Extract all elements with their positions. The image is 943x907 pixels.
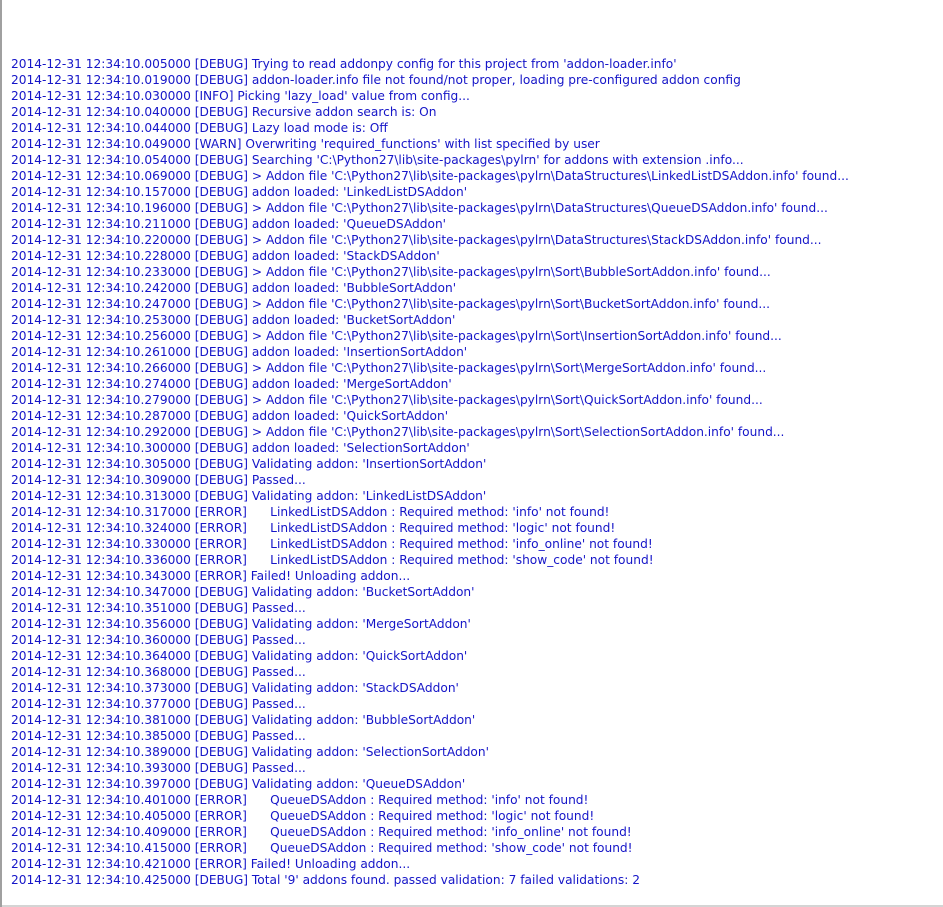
- log-line: 2014-12-31 12:34:10.389000 [DEBUG] Validating addon: 'SelectionSortAddon': [11, 745, 489, 759]
- log-line: 2014-12-31 12:34:10.343000 [ERROR] Failed! Unloading addon...: [11, 569, 411, 583]
- log-output: [11, 56, 943, 888]
- log-line: 2014-12-31 12:34:10.415000 [ERROR] QueueDSAddon : Required method: 'show_code' not found!: [11, 841, 633, 855]
- log-line: 2014-12-31 12:34:10.356000 [DEBUG] Validating addon: 'MergeSortAddon': [11, 617, 471, 631]
- import-error-line: [11, 0, 943, 8]
- command-line-instantiate: [11, 24, 943, 40]
- log-line: 2014-12-31 12:34:10.157000 [DEBUG] addon loaded: 'LinkedListDSAddon': [11, 185, 468, 199]
- log-line: 2014-12-31 12:34:10.049000 [WARN] Overwriting 'required_functions' with list specified by user: [11, 137, 600, 151]
- log-line: 2014-12-31 12:34:10.397000 [DEBUG] Validating addon: 'QueueDSAddon': [11, 777, 466, 791]
- log-line: 2014-12-31 12:34:10.330000 [ERROR] LinkedListDSAddon : Required method: 'info_online' not found!: [11, 537, 653, 551]
- log-line: 2014-12-31 12:34:10.425000 [DEBUG] Total '9' addons found. passed validation: 7 failed validations: 2: [11, 873, 640, 887]
- log-line: 2014-12-31 12:34:10.287000 [DEBUG] addon loaded: 'QuickSortAddon': [11, 409, 449, 423]
- log-line: 2014-12-31 12:34:10.305000 [DEBUG] Validating addon: 'InsertionSortAddon': [11, 457, 487, 471]
- log-line: 2014-12-31 12:34:10.069000 [DEBUG] > Addon file 'C:\Python27\lib\site-packages\pylrn\DataStructures\LinkedListDSAddon.info' found...: [11, 169, 849, 183]
- log-line: 2014-12-31 12:34:10.228000 [DEBUG] addon loaded: 'StackDSAddon': [11, 249, 440, 263]
- log-line: 2014-12-31 12:34:10.030000 [INFO] Picking 'lazy_load' value from config...: [11, 89, 470, 103]
- log-line: 2014-12-31 12:34:10.364000 [DEBUG] Validating addon: 'QuickSortAddon': [11, 649, 468, 663]
- log-line: 2014-12-31 12:34:10.324000 [ERROR] LinkedListDSAddon : Required method: 'logic' not found!: [11, 521, 616, 535]
- log-line: 2014-12-31 12:34:10.256000 [DEBUG] > Addon file 'C:\Python27\lib\site-packages\pylrn\Sort\InsertionSortAddon.info' found...: [11, 329, 782, 343]
- input-line[interactable]: [11, 888, 943, 904]
- log-line: 2014-12-31 12:34:10.292000 [DEBUG] > Addon file 'C:\Python27\lib\site-packages\pylrn\Sort\SelectionSortAddon.info' found...: [11, 425, 785, 439]
- log-line: 2014-12-31 12:34:10.368000 [DEBUG] Passed...: [11, 665, 306, 679]
- log-line: 2014-12-31 12:34:10.377000 [DEBUG] Passed...: [11, 697, 306, 711]
- log-line: 2014-12-31 12:34:10.196000 [DEBUG] > Addon file 'C:\Python27\lib\site-packages\pylrn\DataStructures\QueueDSAddon.info' found...: [11, 201, 828, 215]
- command-line-import: [11, 8, 943, 24]
- log-line: 2014-12-31 12:34:10.393000 [DEBUG] Passed...: [11, 761, 306, 775]
- log-line: 2014-12-31 12:34:10.266000 [DEBUG] > Addon file 'C:\Python27\lib\site-packages\pylrn\Sort\MergeSortAddon.info' found...: [11, 361, 767, 375]
- log-line: 2014-12-31 12:34:10.019000 [DEBUG] addon-loader.info file not found/not proper, loading pre-configured addon config: [11, 73, 741, 87]
- log-line: 2014-12-31 12:34:10.336000 [ERROR] LinkedListDSAddon : Required method: 'show_code' not found!: [11, 553, 654, 567]
- log-line: 2014-12-31 12:34:10.381000 [DEBUG] Validating addon: 'BubbleSortAddon': [11, 713, 476, 727]
- log-line: 2014-12-31 12:34:10.220000 [DEBUG] > Addon file 'C:\Python27\lib\site-packages\pylrn\DataStructures\StackDSAddon.info' found...: [11, 233, 822, 247]
- log-line: 2014-12-31 12:34:10.040000 [DEBUG] Recursive addon search is: On: [11, 105, 437, 119]
- shell-output[interactable]: [11, 0, 943, 904]
- log-line: 2014-12-31 12:34:10.401000 [ERROR] QueueDSAddon : Required method: 'info' not found!: [11, 793, 589, 807]
- log-line: 2014-12-31 12:34:10.347000 [DEBUG] Validating addon: 'BucketSortAddon': [11, 585, 475, 599]
- log-line: 2014-12-31 12:34:10.279000 [DEBUG] > Addon file 'C:\Python27\lib\site-packages\pylrn\Sort\QuickSortAddon.info' found...: [11, 393, 763, 407]
- log-line: 2014-12-31 12:34:10.044000 [DEBUG] Lazy load mode is: Off: [11, 121, 388, 135]
- log-line: 2014-12-31 12:34:10.233000 [DEBUG] > Addon file 'C:\Python27\lib\site-packages\pylrn\Sort\BubbleSortAddon.info' found...: [11, 265, 771, 279]
- log-line: 2014-12-31 12:34:10.253000 [DEBUG] addon loaded: 'BucketSortAddon': [11, 313, 456, 327]
- log-line: 2014-12-31 12:34:10.005000 [DEBUG] Trying to read addonpy config for this project from 'addon-loader.info': [11, 57, 677, 71]
- log-line: 2014-12-31 12:34:10.274000 [DEBUG] addon loaded: 'MergeSortAddon': [11, 377, 452, 391]
- log-line: 2014-12-31 12:34:10.360000 [DEBUG] Passed...: [11, 633, 306, 647]
- log-line: 2014-12-31 12:34:10.351000 [DEBUG] Passed...: [11, 601, 306, 615]
- log-line: 2014-12-31 12:34:10.405000 [ERROR] QueueDSAddon : Required method: 'logic' not found!: [11, 809, 595, 823]
- log-line: 2014-12-31 12:34:10.373000 [DEBUG] Validating addon: 'StackDSAddon': [11, 681, 459, 695]
- log-line: 2014-12-31 12:34:10.242000 [DEBUG] addon loaded: 'BubbleSortAddon': [11, 281, 457, 295]
- log-line: 2014-12-31 12:34:10.261000 [DEBUG] addon loaded: 'InsertionSortAddon': [11, 345, 468, 359]
- log-line: 2014-12-31 12:34:10.247000 [DEBUG] > Addon file 'C:\Python27\lib\site-packages\pylrn\Sort\BucketSortAddon.info' found...: [11, 297, 770, 311]
- log-line: 2014-12-31 12:34:10.385000 [DEBUG] Passed...: [11, 729, 306, 743]
- log-line: 2014-12-31 12:34:10.300000 [DEBUG] addon loaded: 'SelectionSortAddon': [11, 441, 470, 455]
- log-line: 2014-12-31 12:34:10.211000 [DEBUG] addon loaded: 'QueueDSAddon': [11, 217, 447, 231]
- log-line: 2014-12-31 12:34:10.421000 [ERROR] Failed! Unloading addon...: [11, 857, 411, 871]
- log-line: 2014-12-31 12:34:10.054000 [DEBUG] Searching 'C:\Python27\lib\site-packages\pylrn' for addons with extension .info...: [11, 153, 744, 167]
- command-line-load: [11, 40, 943, 56]
- log-line: 2014-12-31 12:34:10.309000 [DEBUG] Passed...: [11, 473, 306, 487]
- log-line: 2014-12-31 12:34:10.409000 [ERROR] QueueDSAddon : Required method: 'info_online' not found!: [11, 825, 632, 839]
- log-line: 2014-12-31 12:34:10.313000 [DEBUG] Validating addon: 'LinkedListDSAddon': [11, 489, 487, 503]
- log-line: 2014-12-31 12:34:10.317000 [ERROR] LinkedListDSAddon : Required method: 'info' not found!: [11, 505, 610, 519]
